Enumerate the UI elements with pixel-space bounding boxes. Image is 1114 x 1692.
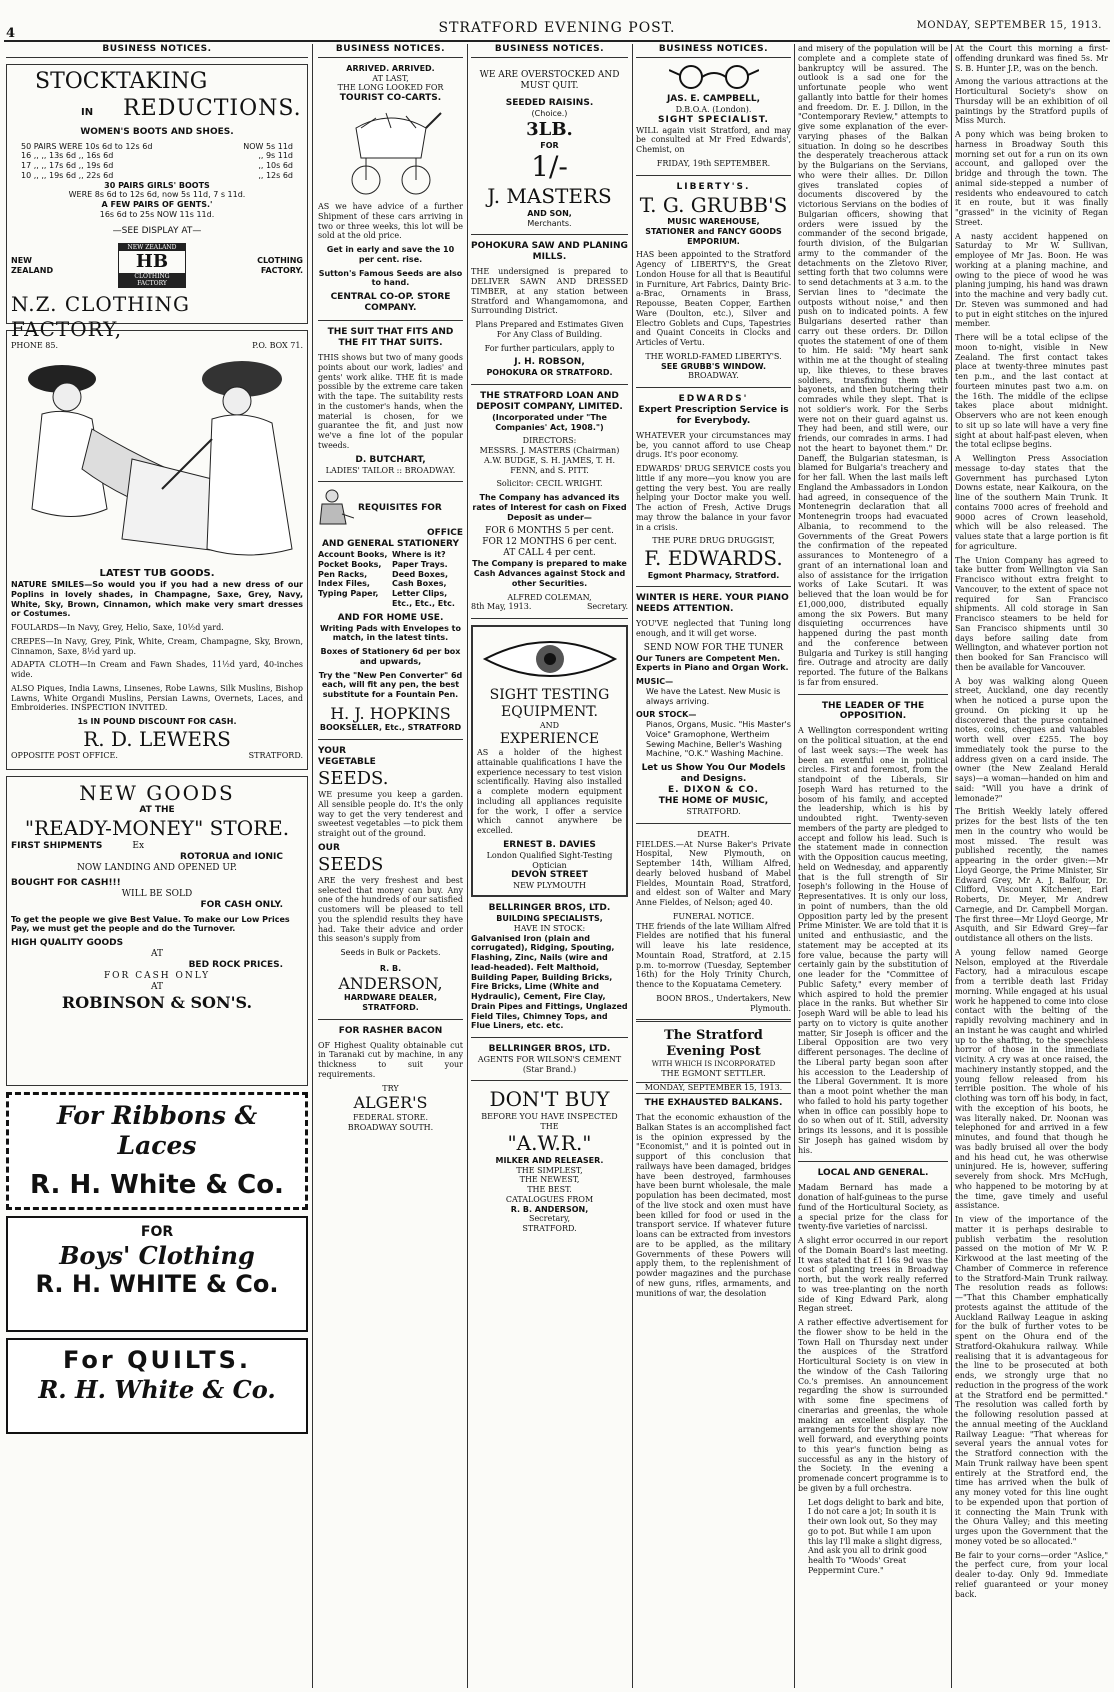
ad-title: SIGHT TESTING bbox=[489, 687, 610, 704]
ad-text: Solicitor: CECIL WRIGHT. bbox=[496, 479, 603, 489]
ad-text: AT CALL 4 per cent. bbox=[503, 548, 596, 559]
ad-text: THE WORLD-FAMED LIBERTY'S. bbox=[645, 351, 782, 361]
ad-text: Secretary, bbox=[528, 1214, 571, 1224]
ad-text: FIRST SHIPMENTS bbox=[11, 840, 103, 851]
ad-text: THE SIMPLEST, bbox=[516, 1165, 583, 1175]
article-body: The Union Company has agreed to take butter from Wellington via San Francisco without extra freight to Vancouver, to the extent of space not required for San Francisco shipments. All cold storage in San Francisco steamers to be held for San Francisco shipments until 30 days before sailing date from Wellington, and whatever portion not then booked for San Francisco will then be available for Vancouver. bbox=[955, 555, 1108, 672]
ad-text: 8th May, 1913. bbox=[471, 602, 532, 612]
ad-title: DON'T BUY bbox=[489, 1087, 610, 1112]
ad-text: HAVE IN STOCK: bbox=[513, 923, 586, 933]
ad-title: For Ribbons & Laces bbox=[56, 1100, 258, 1161]
ad-text: THE NEWEST, bbox=[519, 1175, 580, 1185]
ad-title: POHOKURA SAW AND PLANING MILLS. bbox=[471, 241, 628, 263]
article-body: Be fair to your corns—order "Aslice," the perfect cure, from your local dealer to-day. Only 9d. Immediate relief guaranteed or your money back. bbox=[955, 1550, 1108, 1599]
article-body: A Wellington Press Association message to-day states that the Government has purchased Lyton Downs estate, near Kaikoura, on the line of the southern Main Trunk. It contains 7000 acres of freehold and 9000 acres of Crown leasehold, which will be also released. The values state that a large portion is fit for agriculture. bbox=[955, 454, 1108, 551]
price-row: 50 PAIRS WERE 10s 6d to 12s 6d NOW 5s 11d bbox=[21, 141, 293, 151]
ad-text: Galvanised Iron (plain and corrugated), Ridging, Spouting, Flashing, Zinc, Nails (wire and lead-headed). Felt Malthoid, Building Paper, Building Bricks, Fire Bricks, Lime (White and Hydraulic), Cement, Fire Clay, Drain Pipes and Fittings, Unglazed Field Tiles, Chimney Tops, and Flue Liners, etc. etc. bbox=[471, 933, 628, 1031]
ad-text: OPPOSITE POST OFFICE. bbox=[11, 751, 118, 761]
eye-illustration bbox=[480, 635, 620, 683]
ad-text: NEW ZEALAND bbox=[11, 255, 54, 275]
ad-text: AT LAST, bbox=[372, 73, 409, 83]
ad-text: Get in early and save the 10 per cent. rise. bbox=[326, 245, 455, 264]
section-header: BUSINESS NOTICES. bbox=[6, 44, 308, 58]
ad-text: WITH WHICH IS INCORPORATED bbox=[651, 1060, 776, 1069]
pram-illustration bbox=[336, 108, 446, 198]
ad-text: WERE 8s 6d to 12s 6d, now 5s 11d, 7 s 11d. bbox=[68, 190, 246, 200]
article-body: A pony which was being broken to harness in Broadway South this morning set out for a run on its own account, and galloped over the bridge and through the town. The animal side-stepped a number of residents who endeavoured to catch it en route, but it was finally "grassed" in the vicinity of Regan Street. bbox=[955, 130, 1108, 227]
ad-text: Seeds in Bulk or Packets. bbox=[340, 948, 441, 958]
ad-title: N.Z. CLOTHING FACTORY, bbox=[11, 292, 190, 341]
article-body: Among the various attractions at the Horticultural Society's show on Thursday will be an exhibition of oil paintings by the Stratford pupils of Miss Murch. bbox=[955, 77, 1108, 126]
ad-title: E. DIXON & CO. bbox=[668, 785, 759, 796]
ad-title: THE STRATFORD LOAN AND DEPOSIT COMPANY, LIMITED. bbox=[476, 391, 623, 412]
ad-title: TOURIST CO-CARTS. bbox=[339, 93, 442, 104]
column-divider bbox=[312, 44, 313, 1688]
ad-title: REDUCTIONS. bbox=[123, 95, 302, 121]
paper-date: MONDAY, SEPTEMBER 15, 1913. bbox=[916, 20, 1102, 31]
stocktaking-ad bbox=[6, 64, 308, 351]
sight-testing-ad bbox=[471, 625, 628, 897]
ad-title: T. G. GRUBB'S bbox=[639, 192, 788, 217]
ad-title: CENTRAL CO-OP. STORE COMPANY. bbox=[330, 292, 451, 314]
ad-text: AT THE bbox=[139, 805, 175, 816]
article-body: The British Weekly lately offered prizes for the best lists of the ten men in the country who would be most missed. The result was published recently, the names appearing in the order given:—Mr Lloyd George, the Prime Minister, Sir Edward Grey, Mr A. J. Balfour, Dr. Clifford, Viscount Kitchener, Earl Roberts, Dr. Meyer, Mr Andrew Carnegie, and Dr. Campbell Morgan. The first three—Mr Lloyd George, Mr Asquith, and Sir Edward Grey—far outdistance all others on the lists. bbox=[955, 807, 1108, 943]
notice-text: BOON BROS., Undertakers, New Plymouth. bbox=[656, 993, 791, 1013]
paper-title: STRATFORD EVENING POST. bbox=[438, 20, 676, 36]
ad-text: TRY bbox=[382, 1083, 399, 1093]
ad-title: THE HOME OF MUSIC, bbox=[658, 796, 769, 807]
ad-text: London Qualified Sight-Testing Optician bbox=[486, 850, 613, 870]
ready-money-store-ad bbox=[6, 776, 308, 1086]
ad-text: DIRECTORS: bbox=[522, 436, 577, 446]
ad-text: CLOTHING FACTORY. bbox=[257, 255, 303, 275]
column-2 bbox=[318, 44, 463, 1688]
masthead bbox=[0, 0, 1114, 40]
column-5 bbox=[798, 44, 948, 1688]
ad-text: MILKER AND RELEASER. bbox=[495, 1155, 604, 1165]
ad-text: THE BEST. bbox=[527, 1185, 572, 1195]
column-6 bbox=[955, 44, 1108, 1688]
ad-title: J. H. ROBSON, bbox=[514, 357, 585, 368]
ad-text: STRATFORD. bbox=[686, 807, 741, 817]
ad-title: R. H. WHITE & Co. bbox=[35, 1270, 279, 1299]
ad-text: Ex bbox=[132, 840, 145, 851]
ad-text: P.O. BOX 71. bbox=[252, 341, 303, 351]
ad-text: The Company has advanced its rates of Interest for cash on Fixed Deposit as under— bbox=[472, 493, 627, 522]
ad-text: The Company is prepared to make Cash Advances against Stock and other Securities. bbox=[472, 559, 627, 588]
ad-title: F. EDWARDS. bbox=[644, 546, 783, 571]
ad-title: ALGER'S bbox=[353, 1093, 428, 1113]
column-divider bbox=[794, 44, 795, 1688]
paper-nameplate: The Stratford Evening Post bbox=[664, 1028, 763, 1060]
ad-title: BELLRINGER BROS, LTD. bbox=[488, 1044, 611, 1055]
ad-text: ALFRED COLEMAN, bbox=[507, 592, 592, 602]
ad-title: BELLRINGER BROS, LTD. bbox=[488, 903, 611, 914]
ad-text: BROADWAY. bbox=[688, 371, 739, 381]
ad-text: FOR 12 MONTHS 6 per cent. bbox=[482, 537, 617, 548]
article-body: and misery of the population will be complete and a complete state of bankruptcy will be assured. The outlook is a sad one for the unfortunate people who went gallantly into battle for their homes and freedom. Dr. E. J. Dillon, in the "Contemporary Review," attempts to give some explanation of the ever-varying phases of the Balkan situation. In doing so he describes the desperately treacherous attack by the Bulgarians on the Servians, who were their allies. Dr. Dillon gives translated copies of documents discovered by the victorious Servians on the bodies of Bulgarian officers, showing that orders were issued by the commander of the second brigade, fourth division, of the Bulgarian army to the commander of the detachments on the Zletovo River, setting forth that two columns were to send detachments at 3 a.m. to the Servian lines to "decimate the outposts without noise," and then push on to indicated points. A few Bulgarians deserted rather than carry out these orders. Dr. Dillon quotes the statement of one of them to him. He said: "My heart sank within me at the thought of stealing up, like thieves, to these braves soldiers, transfixing them with bayonets, and then butchering their comrades while they slept. That is not soldier's work. For the Serbs were not on their guard against us. They had been, and still were, our friends, our comrades in arms. I had not the heart to bayonet them." Dr. Daneff, the Bulgarian statesman, is blamed for Bulgaria's treachery and for her fall. When the last mails left England the Ambassadors in London had agreed, in consequence of the Montenegrin declaration that all Montenegrin troops had evacuated Albania, to recommend to the Governments of the Great Powers the confirmation of the repeated assurances to Montenegro of a grant of an international loan and also of assistance for the irrigation works of Lake Scutari. It was believed that the loan would be for £1,000,000, distributed equally among the six Powers. But many disquieting occurrences have happened during the past month and the conference between Bulgaria and Turkey is still hanging fire. Outrage and atrocity are daily reported. The future of the Balkans is far from ensured. bbox=[798, 44, 948, 687]
ad-text: FOR bbox=[540, 140, 559, 150]
ad-title: R. H. White & Co. bbox=[38, 1375, 276, 1405]
ad-text: YOUR bbox=[318, 746, 347, 757]
ad-title: SEEDS. bbox=[318, 768, 389, 790]
ad-text: FRIDAY, 19th SEPTEMBER. bbox=[656, 158, 771, 168]
ad-text: —SEE DISPLAY AT— bbox=[112, 225, 202, 236]
ad-text: IN bbox=[81, 106, 94, 118]
ad-title: "A.W.R." bbox=[507, 1131, 592, 1156]
article-title: THE LEADER OF THE OPPOSITION. bbox=[821, 700, 925, 722]
ad-text: SEE GRUBB'S WINDOW. bbox=[660, 361, 767, 371]
price-row: 16 ,, ,, 13s 6d ,, 16s 6d ,, 9s 11d bbox=[21, 151, 293, 161]
ad-text: STATIONER and FANCY GOODS EMPORIUM. bbox=[645, 226, 782, 246]
ad-title: Let us Show You Our Models and Designs. bbox=[641, 763, 786, 785]
column-4 bbox=[636, 44, 791, 1688]
ad-text: AND bbox=[539, 721, 560, 731]
ad-text: FOR CASH ONLY bbox=[103, 970, 211, 981]
ad-text: THIS shows but two of many goods points about our work, ladies' and gents' work alike. THE fit is made possible by the extreme care taken with the tape. The suitability rests in the customer's hands, when the material is chosen, for we guarantee the fit, and just now we've a fine lot of the popular tweeds. bbox=[318, 353, 463, 450]
ad-title: DEVON STREET bbox=[511, 870, 588, 881]
ad-title: AND FOR HOME USE. bbox=[337, 612, 444, 623]
column-3 bbox=[471, 44, 628, 1688]
ad-text: WILL BE SOLD bbox=[121, 888, 193, 899]
ad-text: Where is it? Paper Trays. Deed Boxes, Cash Boxes, Letter Clips, Etc., Etc., Etc. bbox=[392, 550, 455, 608]
ad-title: SEEDED RAISINS. bbox=[505, 97, 594, 108]
ad-text: LADIES' TAILOR :: BROADWAY. bbox=[325, 465, 456, 475]
ad-text: CATALOGUES FROM bbox=[505, 1194, 594, 1204]
notice-text: FIELDES.—At Nurse Baker's Private Hospital, New Plymouth, on September 14th, William Alfred, dearly beloved husband of Mabel Fieldes, Mountain Road, Stratford, and eldest son of Walter and Mary Anne Fieldes, of Nelson; aged 40. bbox=[636, 839, 791, 908]
ad-text: ALSO Piques, India Lawns, Linsenes, Robe Lawns, Silk Muslins, Bishop Lawns, White Organdi Muslins, Persian Lawns, Overnets, Laces, and Embroideries. INSPECTION INVITED. bbox=[11, 683, 303, 713]
ad-text: NATURE SMILES—So would you if you had a new dress of our Poplins in lovely shades, in Champagne, Saxe, Grey, Navy, White, Sky, Brown, Cinnamon, which make very smart dresses or Costumes. bbox=[11, 580, 303, 619]
column-divider bbox=[951, 44, 952, 1688]
page-number: 4 bbox=[6, 26, 16, 41]
ad-text: ADAPTA CLOTH—In Cream and Fawn Shades, 11½d yard, 40-inches wide. bbox=[11, 660, 303, 680]
ad-text: FOULARDS—In Navy, Grey, Helio, Saxe, 10½d yard. bbox=[11, 623, 224, 633]
ad-title: "READY-MONEY" STORE. bbox=[24, 816, 290, 841]
ad-text: CREPES—In Navy, Grey, Pink, White, Cream, Champagne, Sky, Brown, Cinnamon, Saxe, 8½d yard up. bbox=[11, 636, 303, 656]
ad-text: Writing Pads with Envelopes to match, in the latest tints. bbox=[320, 623, 461, 643]
notice-text: THE friends of the late William Alfred Fieldes are notified that his funeral will leave his late residence, Mountain Road, Stratford, at 2.15 p.m. to-morrow (Tuesday, September 16th) for the Holy Trinity Church, thence to the Kopuatama Cemetery. bbox=[636, 921, 791, 990]
ad-text: WILL again visit Stratford, and may be consulted at Mr Fred Edwards', Chemist, on bbox=[636, 125, 791, 155]
ad-text: OF Highest Quality obtainable cut in Taranaki cut by machine, in any thickness to suit your requirements. bbox=[318, 1040, 463, 1079]
spectacles-icon bbox=[669, 64, 759, 90]
ad-text: Account Books, Pocket Books, Pen Racks, Index Files, Typing Paper, bbox=[318, 550, 388, 599]
ad-text: FOR CASH ONLY. bbox=[200, 899, 283, 910]
ad-text: WHATEVER your circumstances may be, you cannot afford to use Cheap drugs. It's poor economy. bbox=[636, 430, 791, 460]
ad-text: POHOKURA OR STRATFORD. bbox=[486, 368, 613, 378]
ad-text: 30 PAIRS GIRLS' BOOTS bbox=[104, 180, 210, 190]
ad-text: FEDERAL STORE. bbox=[352, 1112, 429, 1122]
ad-text: ARRIVED. ARRIVED. bbox=[346, 63, 435, 73]
ad-text: Sutton's Famous Seeds are also to hand. bbox=[318, 268, 463, 288]
article-body: There will be a total eclipse of the moon to-night, visible in New Zealand. The first contact takes place at twenty-three minutes past ten p.m., and the last contact at fourteen minutes past two a.m. on the 16th. The middle of the eclipse takes place about midnight. Observers who are not keen enough to sit up so late will have a very fine sight at about half-past eleven, when the total eclipse begins. bbox=[955, 333, 1108, 450]
ad-title: ROBINSON & SON'S. bbox=[61, 992, 253, 1012]
article-body: A rather effective advertisement for the flower show to be held in the Town Hall on Thursday next under the auspices of the Stratford Horticultural Society is on view in the window of the Cash Tailoring Co.'s premises. An announcement regarding the show is surrounded with some fine specimens of cinerarias and greenlas, the whole making an excellent display. The arrangements for the show are now well forward, and everything points to this year's function being as successful as any in the history of the Society. In the evening a promenade concert programme is to be given by a full orchestra. bbox=[798, 1318, 948, 1493]
ad-text: NEW PLYMOUTH bbox=[513, 881, 586, 891]
article-body: A Wellington correspondent writing on the political situation, at the end of last week says:—The week has been an eventful one in political circles. First and foremost, from the standpoint of the Liberals, Sir Joseph Ward has returned to the bosom of his family, and accepted the leadership, which is his by undoubted right. Twenty-seven members of the party are pledged to accept and follow his lead. Such is the statement made in connection with the Opposition caucus meeting, held on Wednesday, and apparently that is the full strength of Sir Joseph's following in the House of Representatives. It is only our loss, in point of numbers, than the old Opposition party led by the present Prime Minister. We are told that it is united and enthusiastic, and the statement may be accepted at its fore value, because the party will certainly gain by the substitution of one leader for the "Committee of Public Safety," every member of which aspired to hold the premier place in the ranks. But whether Sir Joseph Ward will be able to lead his party on to victory is quite another matter, Sir Joseph is officer and the Liberal Opposition are two very different personages. The decline of the Liberal party began soon after his accession to the Leadership of the Liberal Government. It is more than a moot point whether the man who failed to hold his party together when in office can possibly hope to do so when out of it. Still, adversity brings its lessons, and it is possible Sir Joseph has gained wisdom by his. bbox=[798, 726, 948, 1155]
ad-text: ROTORUA and IONIC bbox=[180, 851, 283, 862]
ad-title: H. J. HOPKINS bbox=[330, 703, 451, 723]
ad-title: OFFICE bbox=[426, 528, 463, 539]
price-row: 10 ,, ,, 19s 6d ,, 22s 6d ,, 12s 6d bbox=[21, 170, 293, 180]
ad-text: STRATFORD. bbox=[248, 751, 303, 761]
ad-text: To get the people we give Best Value. To make our Low Prices Pay, we must get the people and do the Turnover. bbox=[11, 914, 290, 934]
hb-logo: NEW ZEALAND HB CLOTHING FACTORY bbox=[118, 243, 186, 289]
article-body: A slight error occurred in our report of the Domain Board's last meeting. It was stated that £1 16s 9d was the cost of planting trees in Broadway north, but the work really referred to was tree-planting on the north side of King Edward Park, along Regan street. bbox=[798, 1236, 948, 1314]
ad-text: BOUGHT FOR CASH!!! bbox=[11, 877, 121, 888]
column-divider bbox=[467, 44, 468, 1688]
ad-text: (Choice.) bbox=[531, 108, 568, 118]
ad-text: AS we have advice of a further Shipment of these cars arriving in two or three weeks, this lot will be sold at the old price. bbox=[318, 202, 463, 241]
ad-title: 3LB. bbox=[526, 118, 573, 140]
ad-title: AND GENERAL STATIONERY bbox=[321, 539, 460, 550]
article-body: At the Court this morning a first-offending drunkard was fined 5s. Mr S. B. Hunter J.P., was on the bench. bbox=[955, 44, 1108, 73]
article-body: Madam Bernard has made a donation of half-guineas to the purse fund of the Horticultural Society, as a special prize for the class for twenty-five varieties of narcissi. bbox=[798, 1183, 948, 1232]
price-row: 17 ,, ,, 17s 6d ,, 19s 6d ,, 10s 6d bbox=[21, 161, 293, 171]
ad-text: STRATFORD. bbox=[362, 1002, 419, 1012]
ad-text: Pianos, Organs, Music. "His Master's Voice" Gramophone, Wertheim Sewing Machine, Beller's Washing Machine, "O.K." Washing Machine. bbox=[646, 720, 791, 759]
ad-title: LATEST TUB GOODS. bbox=[99, 567, 215, 579]
article-body: A boy was walking along Queen street, Auckland, one day recently when he noticed a purse upon the ground. On picking it up he discovered that the purse contained notes, coins, cheques and valuables worth well over £255. The boy immediately took the purse to the address given on a card inside. The owner (the New Zealand Herald says)—a woman—handed on him and said: "Will you have a drink of lemonade?" bbox=[955, 676, 1108, 803]
ad-text: 1s IN POUND DISCOUNT FOR CASH. bbox=[77, 717, 237, 727]
ad-title: 1/- bbox=[531, 150, 568, 184]
ad-text: MUSIC— bbox=[636, 677, 674, 687]
ad-text: AT bbox=[150, 981, 163, 992]
ad-text: BOOKSELLER, Etc., STRATFORD bbox=[319, 723, 462, 733]
ad-title: LIBERTY'S. bbox=[676, 181, 751, 192]
ad-text: HIGH QUALITY GOODS bbox=[11, 938, 124, 949]
ad-text: THE LONG LOOKED FOR bbox=[337, 83, 444, 93]
ad-title: SEEDS bbox=[318, 853, 384, 875]
ad-title: SIGHT SPECIALIST. bbox=[658, 114, 769, 125]
edition-date: MONDAY, SEPTEMBER 15, 1913. bbox=[636, 1082, 791, 1094]
writing-man-illustration bbox=[318, 488, 354, 528]
ad-text: AS a holder of the highest attainable qualifications I have the experience necessary to test vision scientifically. Having also installed a complete modern equipment including all appliances requisite for the work, I offer a service which cannot anywhere be excelled. bbox=[477, 748, 622, 836]
ad-text: Secretary. bbox=[586, 602, 628, 612]
ad-text: THE PURE DRUG DRUGGIST, bbox=[652, 536, 775, 546]
column-divider bbox=[632, 44, 633, 1688]
ad-text: Egmont Pharmacy, Stratford. bbox=[647, 570, 780, 580]
ad-title: R. H. White & Co. bbox=[30, 1169, 284, 1200]
article-title: LOCAL AND GENERAL. bbox=[817, 1168, 929, 1179]
article-body: Let dogs delight to bark and bite, I do not care a jot; In south it is their own look out, So they may go to pot. But while I am upon this lay I'll make a slight digress, And ask you all to drink good health To "Woods' Great Peppermint Cure." bbox=[808, 1497, 944, 1575]
ad-text: HARDWARE DEALER, bbox=[344, 993, 437, 1003]
ad-text: 16s 6d to 25s NOW 11s 11d. bbox=[99, 209, 215, 219]
ad-text: FOR 6 MONTHS 5 per cent. bbox=[485, 526, 614, 537]
ad-title: REQUISITES FOR bbox=[358, 502, 442, 513]
ad-text: AGENTS FOR WILSON'S CEMENT (Star Brand.) bbox=[477, 1054, 622, 1074]
ad-title: Expert Prescription Service is for Everybody. bbox=[638, 404, 789, 426]
ad-text: R. B. bbox=[379, 963, 402, 973]
ad-text: WE ARE OVERSTOCKED AND MUST QUIT. bbox=[479, 69, 620, 91]
article-body: That the economic exhaustion of the Balkan States is an accomplished fact is the opinion expressed by the "Economist," and it is pointed out in support of this conclusion that railways have been damaged, bridges have been destroyed, farmhouses have been burnt wholesale, the male population has been decimated, most of the live stock and oxen must have been killed for food or used in the transport service. If whatever future loans can be extracted from investors are to be applied, as the military Governments of these Powers will apply them, to the replenishment of powder magazines and the purchase of new guns, rifles, armaments, and munitions of war, the desolation bbox=[636, 1113, 791, 1298]
ad-title: EQUIPMENT. bbox=[501, 704, 598, 721]
ad-text: MESSRS. J. MASTERS (Chairman) A.W. BUDGE, S. H. JAMES, T. H. FENN, and S. PITT. bbox=[479, 446, 620, 475]
ad-text: BEFORE YOU HAVE INSPECTED THE bbox=[481, 1111, 618, 1131]
ad-text: NOW LANDING AND OPENED UP. bbox=[76, 862, 238, 873]
article-body: A young fellow named George Nelson, employed at the Riverdale Factory, had a miraculous escape from a terrible death last Friday morning. While engaged at his usual work he happened to come into close contact with the belting of the rapidly revolving machinery and in an instant he was caught and whirled up to the shafting, to the speechless horror of those in the immediate vicinity. A cry was at once raised, the machinery instantly stopped, and the young fellow released from his terrible position. The whole of his clothing was torn off his body, in fact, with the exception of his boots, he was literally naked. Dr. Noonan was telephoned for and arrived in a few minutes, and found that though he was badly bruised all over the body and his head cut, he was otherwise uninjured. He is, however, suffering severely from shock. Mrs McHugh, who happened to be motoring by at the time, gave timely and useful assistance. bbox=[955, 947, 1108, 1211]
article-body: A nasty accident happened on Saturday to Mr W. Sullivan, employee of Mr Jas. Boon. He was working at a planing machine, and owing to the piece of wood he was planing jumping, his hand was drawn into the machine and very badly cut. Dr. Steven was summoned and had to put in eight stitches on the injured member. bbox=[955, 231, 1108, 329]
ad-text: Boxes of Stationery 6d per box and upwards, bbox=[320, 647, 461, 666]
ad-title: Boys' Clothing bbox=[59, 1241, 255, 1271]
ad-title: WINTER IS HERE. YOUR PIANO NEEDS ATTENTION. bbox=[636, 593, 789, 615]
ad-title: JAS. E. CAMPBELL, bbox=[666, 93, 761, 104]
ad-text: D.B.O.A. (London). bbox=[675, 104, 752, 114]
quilts-ad bbox=[6, 1338, 308, 1434]
ad-text: Plans Prepared and Estimates Given For Any Class of Building. bbox=[475, 320, 624, 339]
ad-title: D. BUTCHART, bbox=[355, 454, 426, 465]
ad-text: WE presume you keep a garden. All sensible people do. It's the only way to get the very tenderest and sweetest vegetables —to pick them straight out of the ground. bbox=[318, 790, 463, 839]
section-header: BUSINESS NOTICES. bbox=[471, 44, 628, 58]
masthead-rule bbox=[4, 40, 1110, 42]
ad-text: OUR bbox=[318, 842, 340, 853]
boys-clothing-ad bbox=[6, 1216, 308, 1332]
two-women-illustration bbox=[12, 339, 302, 564]
ad-text: For further particulars, apply to bbox=[484, 343, 615, 353]
ad-title: THE SUIT THAT FITS AND THE FIT THAT SUITS. bbox=[327, 327, 454, 349]
ad-title: EXPERIENCE bbox=[499, 731, 600, 748]
ad-text: PHONE 85. bbox=[11, 341, 59, 351]
ad-text: A FEW PAIRS OF GENTS.' bbox=[101, 200, 213, 210]
ad-text: BROADWAY SOUTH. bbox=[347, 1122, 434, 1132]
ad-title: ERNEST B. DAVIES bbox=[503, 839, 596, 850]
article-body: In view of the importance of the matter it is perhaps desirable to publish verbatim the resolution passed on the motion of Mr W. P. Kirkwood at the last meeting of the Chamber of Commerce in reference to the Stratford-Main Trunk railway. The resolution reads as follows:—"That this Chamber emphatically protests against the attitude of the Auckland Railway League in asking for the bulk of further votes to be spent on the Ohura end of the Stratford-Okahukura railway. While realising that it is advantageous for the line to be prosecuted at both ends, we strongly urge that no reduction in the progress of the work at the Stratford end be permitted." The resolution was called forth by the following resolution passed at the annual meeting of the Auckland Railway League: "That whereas for several years the annual votes for the Stratford connection with the Main Trunk railway have been spent entirely at the Stratford end, the time has arrived when the bulk of any money voted for this line ought to be expended upon that portion of it connecting the Main Trunk with the Ohura Valley; and this meeting urges upon the Government that the money voted be so allocated." bbox=[955, 1215, 1108, 1546]
ad-text: VEGETABLE bbox=[318, 757, 376, 768]
section-header: BUSINESS NOTICES. bbox=[318, 44, 463, 58]
ad-subtitle: WOMEN'S BOOTS AND SHOES. bbox=[80, 126, 234, 137]
article-title: THE EXHAUSTED BALKANS. bbox=[644, 1098, 783, 1109]
section-heading: DEATH. bbox=[697, 829, 730, 839]
ad-text: Our Tuners are Competent Men. Experts in Piano and Organ Work. bbox=[636, 653, 789, 673]
tub-goods-ad bbox=[6, 330, 308, 770]
ad-text: THE undersigned is prepared to DELIVER SAWN AND DRESSED TIMBER, at any station between Stratford and Whangamomona, and Surrounding District. bbox=[471, 267, 628, 316]
ad-text: HAS been appointed to the Stratford Agency of LIBERTY'S, the Great London House for all that is Beautiful in Furniture, Art Fabrics, Dainty Bric-a-Brac, Ornaments in Brass, Repousse, Beaten Copper, Earthen Ware (Doulton, etc.), Silver and Electro Goblets and Cups, Tapestries and Quaint Conceits in Clocks and Articles of Vertu. bbox=[636, 250, 791, 348]
ad-text: AT bbox=[150, 949, 163, 959]
ad-text: SEND NOW FOR THE TUNER bbox=[643, 642, 784, 653]
ad-title: For QUILTS. bbox=[62, 1345, 251, 1374]
ad-text: OUR STOCK— bbox=[636, 710, 697, 720]
ad-text: EDWARDS' DRUG SERVICE costs you little if any more—you know you are getting the very best. You are really helping your Doctor make you well. The action of Fresh, Active Drugs may throw the balance in your favor in a crisis. bbox=[636, 464, 791, 532]
ad-title: EDWARDS' bbox=[678, 394, 749, 405]
ad-text: We have the Latest. New Music is always arriving. bbox=[646, 686, 781, 706]
ad-text: THE EGMONT SETTLER. bbox=[661, 1068, 766, 1078]
column-1 bbox=[6, 44, 308, 1688]
ad-text: (Incorporated under "The Companies' Act, 1908.") bbox=[492, 412, 607, 432]
ad-text: STRATFORD. bbox=[522, 1224, 577, 1234]
ad-text: YOU'VE neglected that Tuning long enough, and it will get worse. bbox=[636, 619, 791, 638]
ad-text: MUSIC WAREHOUSE, bbox=[667, 217, 760, 227]
ad-text: ARE the very freshest and best selected that money can buy. Any one of the hundreds of our satisfied customers will be pleased to tell you the splendid results they have had. Take their advice and order this season's supply from bbox=[318, 875, 463, 944]
ad-title: R. D. LEWERS bbox=[83, 726, 231, 751]
ad-title: NEW GOODS bbox=[79, 780, 235, 805]
ad-title: ANDERSON, bbox=[338, 973, 443, 993]
ad-title: FOR RASHER BACON bbox=[338, 1025, 443, 1036]
section-heading: FUNERAL NOTICE. bbox=[672, 911, 755, 921]
ad-title: STOCKTAKING bbox=[35, 68, 208, 94]
ad-title: J. MASTERS bbox=[487, 184, 612, 209]
ad-text: AND SON, bbox=[527, 208, 572, 218]
section-header: BUSINESS NOTICES. bbox=[636, 44, 791, 58]
ad-text: FOR bbox=[140, 1223, 174, 1240]
ribbons-laces-ad bbox=[6, 1092, 308, 1210]
ad-text: Merchants. bbox=[527, 218, 572, 228]
ad-text: Try the "New Pen Converter" 6d each, will fit any pen, the best substitute for a Fountain Pen. bbox=[318, 670, 463, 700]
ad-text: BED ROCK PRICES. bbox=[188, 959, 283, 970]
ad-text: BUILDING SPECIALISTS, bbox=[496, 914, 603, 924]
ad-text: R. B. ANDERSON, bbox=[510, 1204, 589, 1214]
